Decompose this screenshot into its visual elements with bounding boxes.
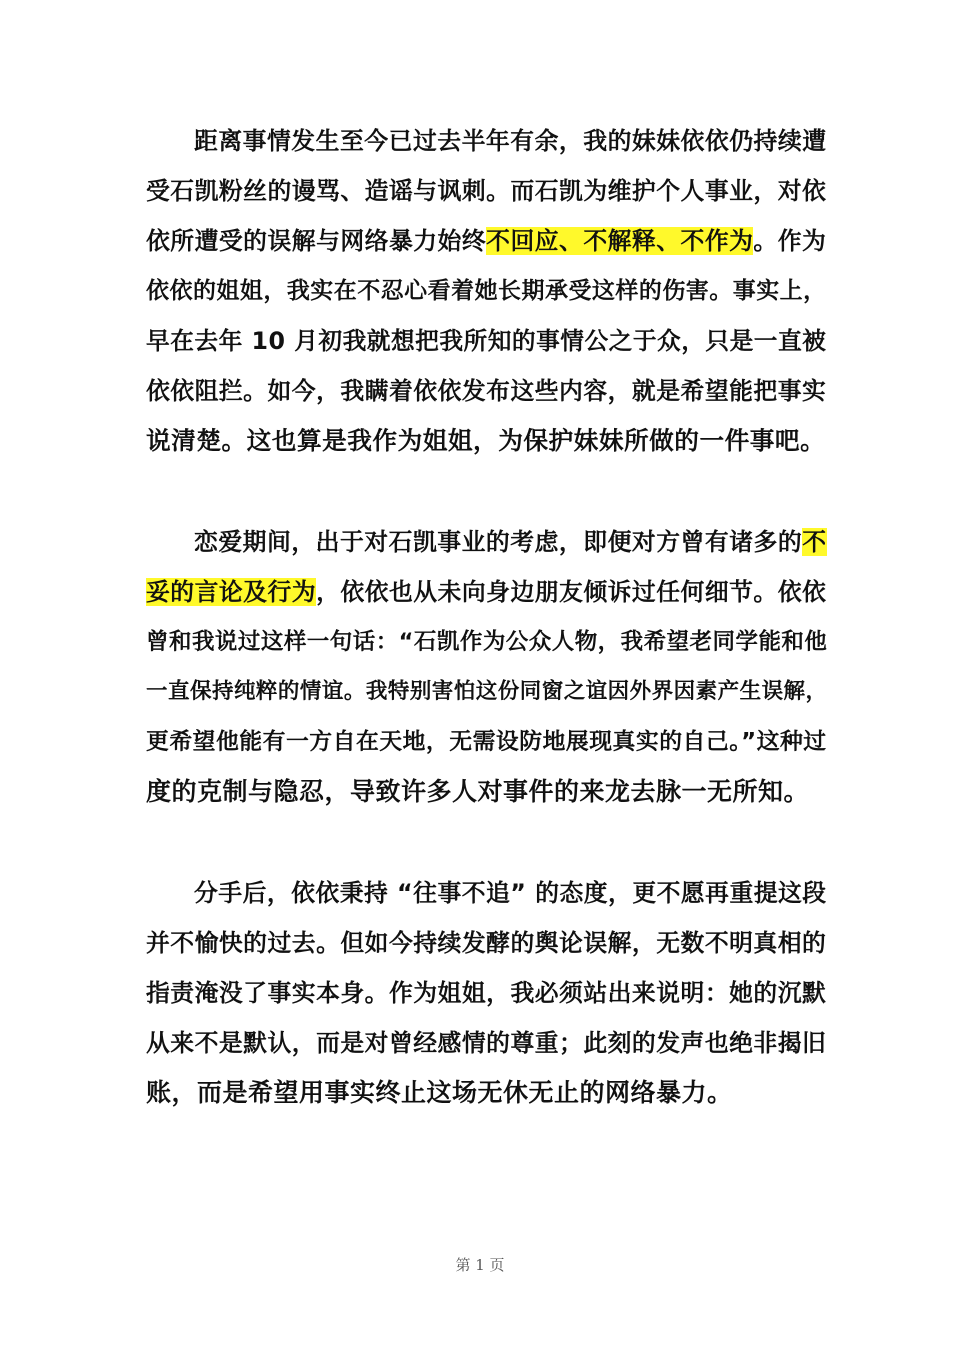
text-line (146, 1023, 826, 1063)
text-segment: 曾和我说过这样一句话：“石凯作为公众人物，我希望老同学能和他 (146, 629, 828, 655)
text-segment: 早在去年 10 月初我就想把我所知的事情公之于众，只是一直被 (146, 327, 827, 355)
text-segment: 指责淹没了事实本身。作为姐姐，我必须站出来说明：她的沉默 (146, 979, 827, 1007)
text-segment: 依依阻拦。如今，我瞒着依依发布这些内容，就是希望能把事实 (146, 377, 827, 405)
text-segment: 。作为 (753, 227, 827, 255)
text-segment: ，依依也从未向身边朋友倾诉过任何细节。依依 (316, 578, 827, 606)
text-line (146, 722, 827, 762)
text-line (146, 321, 826, 361)
text-line (194, 522, 827, 562)
text-line (146, 572, 826, 612)
text-segment: 依所遭受的误解与网络暴力始终 (146, 227, 487, 255)
text-line (194, 873, 827, 913)
text-segment: 并不愉快的过去。但如今持续发酵的舆论误解，无数不明真相的 (146, 929, 827, 957)
text-segment: 一直保持纯粹的情谊。我特别害怕这份同窗之谊因外界因素产生误解， (146, 679, 828, 704)
text-segment: 说清楚。这也算是我作为姐姐，为保护妹妹所做的一件事吧。 (146, 426, 826, 455)
text-line (146, 772, 809, 812)
text-segment: 距离事情发生至今已过去半年有余，我的妹妹依依仍持续遭 (194, 127, 827, 155)
text-segment: 度的克制与隐忍，导致许多人对事件的来龙去脉一无所知。 (146, 777, 810, 806)
text-segment: 分手后，依依秉持 “往事不追” 的态度，更不愿再重提这段 (194, 879, 827, 907)
text-line (194, 121, 827, 161)
highlighted-text: 妥的言论及行为 (146, 578, 317, 606)
text-line (146, 371, 826, 411)
text-line (146, 271, 827, 311)
text-line (146, 672, 828, 712)
text-line (146, 923, 826, 963)
text-line (146, 973, 826, 1013)
text-segment: 依依的姐姐，我实在不忍心看着她长期承受这样的伤害。事实上， (146, 278, 827, 304)
text-line (146, 622, 827, 662)
text-line (146, 171, 826, 211)
text-segment: 受石凯粉丝的谩骂、造谣与讽刺。而石凯为维护个人事业，对依 (146, 177, 827, 205)
text-line (146, 221, 826, 261)
text-segment: 账，而是希望用事实终止这场无休无止的网络暴力。 (146, 1078, 733, 1107)
page-number: 第 1 页 (455, 1256, 505, 1274)
highlighted-text: 不 (802, 528, 827, 556)
text-segment: 恋爱期间，出于对石凯事业的考虑，即便对方曾有诸多的 (194, 528, 803, 556)
text-line (146, 421, 825, 461)
text-segment: 更希望他能有一方自在天地，无需设防地展现真实的自己。”这种过 (146, 729, 827, 755)
highlighted-text: 不回应、不解释、不作为 (486, 227, 754, 255)
text-line (146, 1073, 733, 1113)
text-segment: 从来不是默认，而是对曾经感情的尊重；此刻的发声也绝非揭旧 (146, 1029, 827, 1057)
